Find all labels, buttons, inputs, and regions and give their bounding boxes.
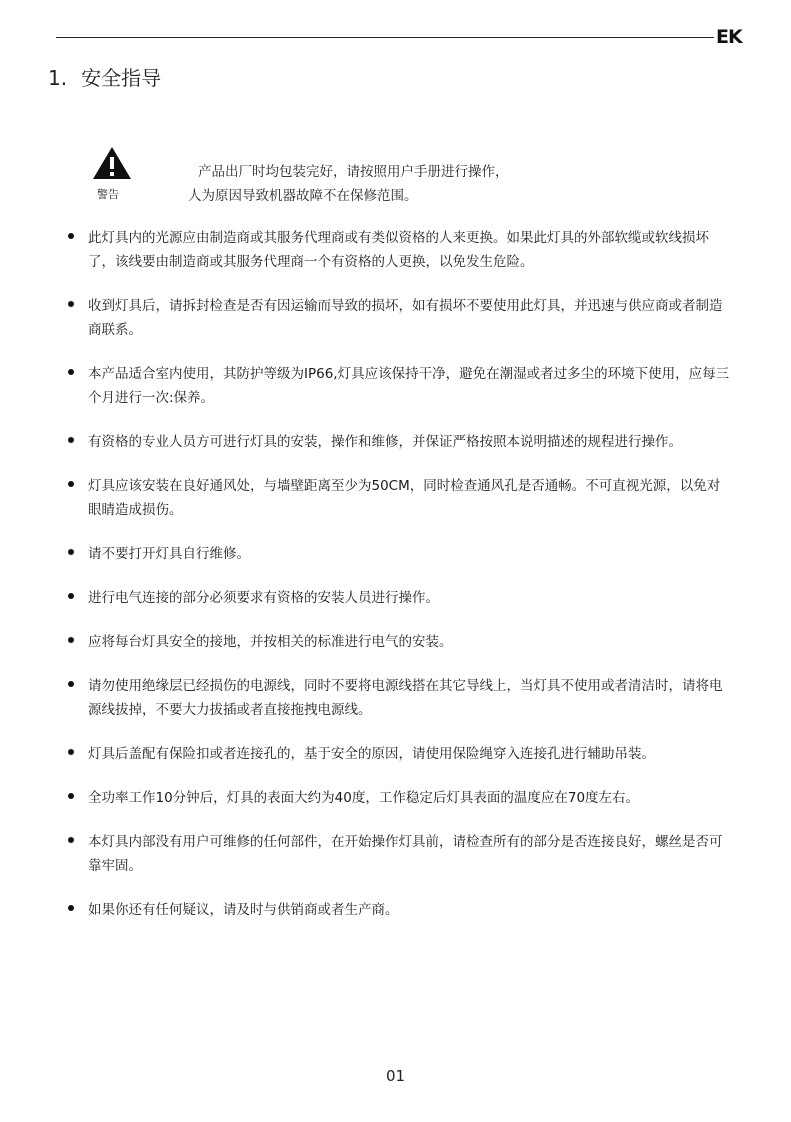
list-item: 此灯具内的光源应由制造商或其服务代理商或有类似资格的人来更换。如果此灯具的外部软缆或软线损坏了，该线要由制造商或其服务代理商一个有资格的人更换，以免发生危险。	[66, 226, 731, 274]
section-number: 1.	[48, 66, 68, 90]
list-item: 灯具后盖配有保险扣或者连接孔的，基于安全的原因，请使用保险绳穿入连接孔进行辅助吊装。	[66, 742, 731, 766]
warning-triangle-icon	[92, 146, 132, 180]
list-item: 本产品适合室内使用，其防护等级为IP66,灯具应该保持干净，避免在潮湿或者过多尘的环境下使用，应每三个月进行一次:保养。	[66, 362, 731, 410]
list-item: 如果你还有任何疑议，请及时与供销商或者生产商。	[66, 898, 731, 922]
list-item: 进行电气连接的部分必须要求有资格的安装人员进行操作。	[66, 586, 731, 610]
list-item: 本灯具内部没有用户可维修的任何部件，在开始操作灯具前，请检查所有的部分是否连接良好，螺丝是否可靠牢固。	[66, 830, 731, 878]
list-item: 灯具应该安装在良好通风处，与墙壁距离至少为50CM，同时检查通风孔是否通畅。不可直视光源，以免对眼睛造成损伤。	[66, 474, 731, 522]
list-item: 有资格的专业人员方可进行灯具的安装，操作和维修，并保证严格按照本说明描述的规程进行操作。	[66, 430, 731, 454]
list-item: 全功率工作10分钟后，灯具的表面大约为40度，工作稳定后灯具表面的温度应在70度左右。	[66, 786, 731, 810]
section-title-text: 安全指导	[81, 66, 162, 90]
list-item: 收到灯具后，请拆封检查是否有因运输而导致的损坏，如有损坏不要使用此灯具，并迅速与供应商或者制造商联系。	[66, 294, 731, 342]
warning-label: 警告	[97, 188, 119, 201]
list-item: 请不要打开灯具自行维修。	[66, 542, 731, 566]
warning-text-line1: 产品出厂时均包装完好，请按照用户手册进行操作，	[198, 164, 509, 180]
warning-text-line2: 人为原因导致机器故障不在保修范围。	[188, 188, 418, 204]
page-number: 01	[385, 1067, 406, 1085]
header-rule	[56, 37, 714, 38]
warning-text	[188, 160, 509, 208]
list-item: 应将每台灯具安全的接地，并按相关的标准进行电气的安装。	[66, 630, 731, 654]
section-title	[48, 62, 161, 91]
list-item: 请勿使用绝缘层已经损伤的电源线，同时不要将电源线搭在其它导线上，当灯具不使用或者清洁时，请将电源线拔掉，不要大力拔插或者直接拖拽电源线。	[66, 674, 731, 722]
safety-list	[66, 226, 731, 922]
brand-logo: EK	[716, 26, 742, 48]
